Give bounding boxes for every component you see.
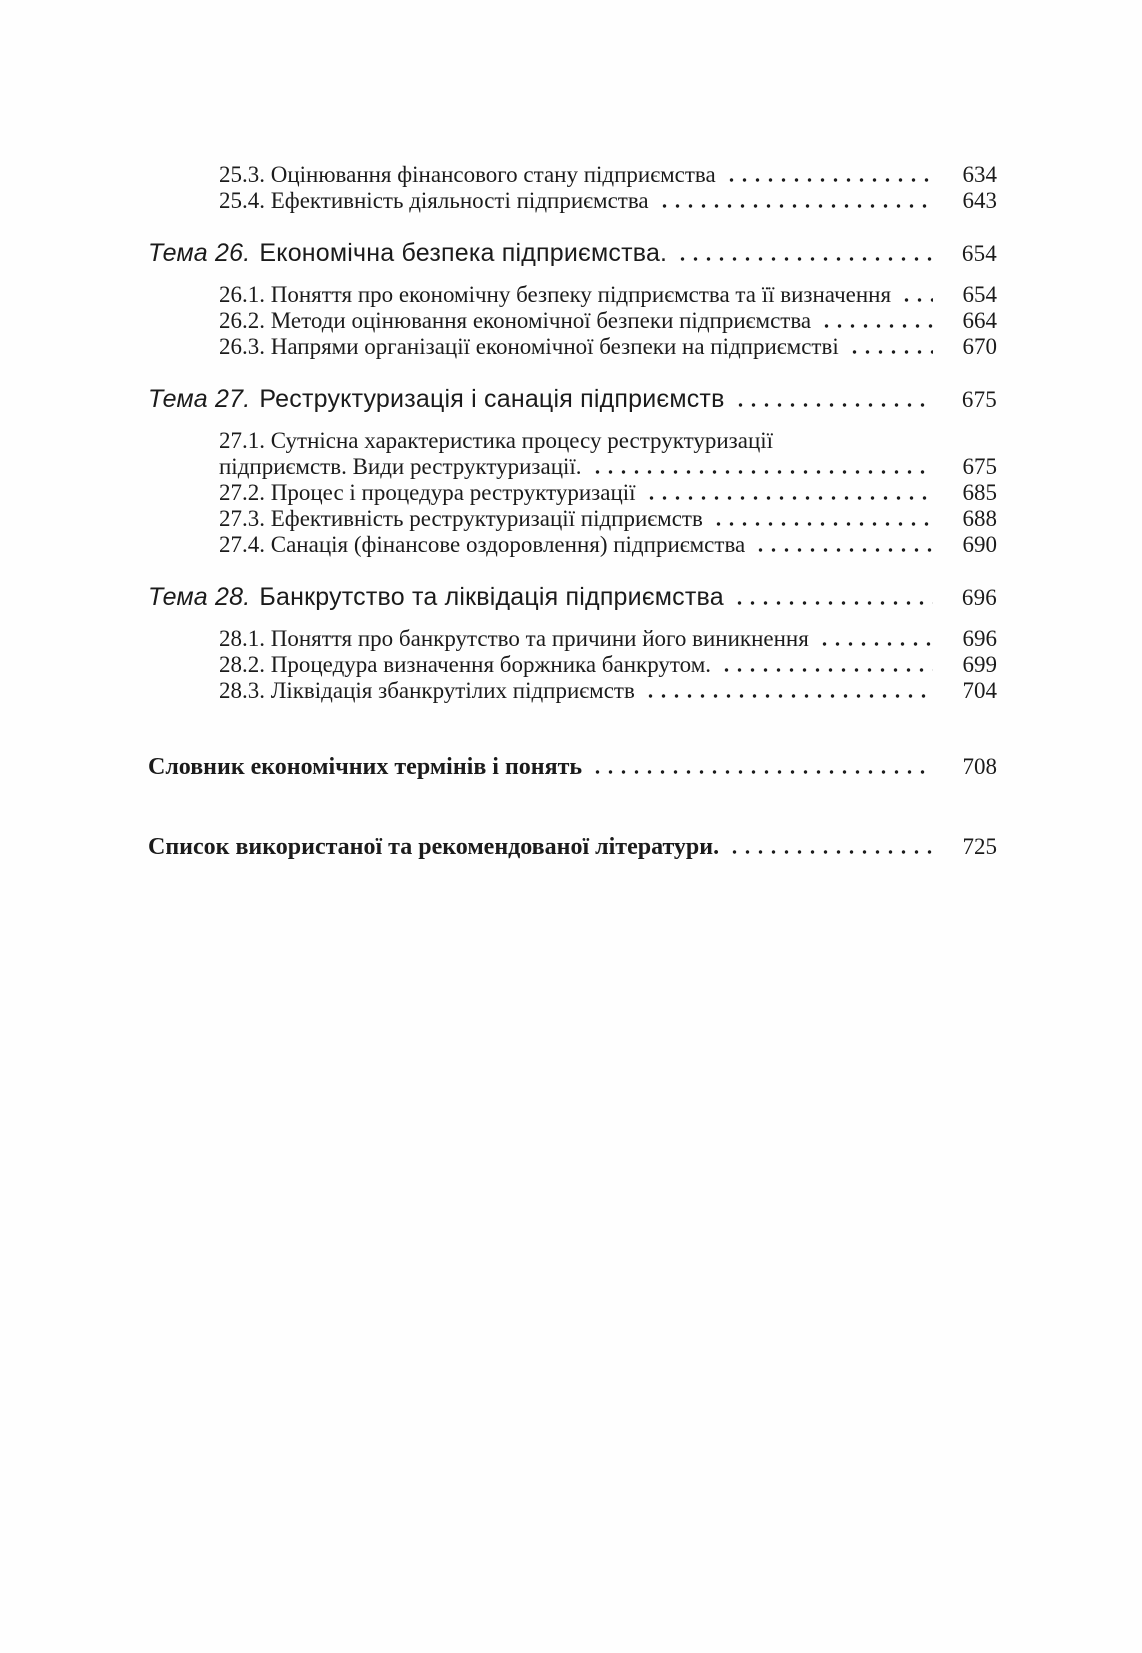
toc-entry-page: 704 bbox=[962, 678, 997, 703]
dot-leader bbox=[591, 770, 933, 774]
backmatter-page: 708 bbox=[962, 754, 997, 779]
toc-entry-label: 27.2. Процес і процедура реструктуризації bbox=[219, 480, 636, 505]
toc-entry bbox=[148, 308, 997, 334]
dot-leader bbox=[733, 601, 933, 605]
toc-entry-page: 688 bbox=[962, 506, 997, 531]
chapter-heading bbox=[148, 582, 997, 613]
toc-entry-page: 675 bbox=[962, 454, 997, 479]
dot-leader bbox=[676, 257, 933, 261]
toc-entry-label: 27.3. Ефективність реструктуризації підприємств bbox=[219, 506, 703, 531]
dot-leader bbox=[591, 470, 933, 474]
toc-entry-page: 690 bbox=[962, 532, 997, 557]
toc-entry bbox=[148, 652, 997, 678]
dot-leader bbox=[818, 642, 933, 646]
dot-leader bbox=[848, 350, 933, 354]
dot-leader bbox=[900, 298, 933, 302]
toc-entry bbox=[148, 678, 997, 704]
toc-entry-line2 bbox=[148, 454, 997, 480]
toc-entry-line1 bbox=[148, 428, 997, 454]
dot-leader bbox=[644, 694, 933, 698]
toc-entry bbox=[148, 334, 997, 360]
toc-entry-page: 696 bbox=[962, 626, 997, 651]
table-of-contents bbox=[148, 162, 997, 862]
chapter-heading bbox=[148, 384, 997, 415]
toc-entry-label: 28.2. Процедура визначення боржника банкрутом. bbox=[219, 652, 712, 677]
toc-entry-page: 643 bbox=[962, 188, 997, 213]
chapter-number: Тема 28. bbox=[148, 583, 251, 611]
toc-entry-label: 25.3. Оцінювання фінансового стану підприємства bbox=[219, 162, 716, 187]
toc-entry-label: 27.1. Сутнісна характеристика процесу реструктуризації bbox=[219, 428, 774, 453]
chapter-title: Реструктуризація і санація підприємств bbox=[259, 385, 725, 413]
toc-entry-label: 26.3. Напрями організації економічної безпеки на підприємстві bbox=[219, 334, 839, 359]
dot-leader bbox=[754, 548, 933, 552]
toc-entry bbox=[148, 480, 997, 506]
toc-entry bbox=[148, 626, 997, 652]
chapter-number: Тема 26. bbox=[148, 239, 251, 267]
dot-leader bbox=[725, 178, 933, 182]
backmatter-label: Список використаної та рекомендованої літератури. bbox=[148, 834, 720, 860]
toc-entry bbox=[148, 188, 997, 214]
dot-leader bbox=[728, 850, 933, 854]
chapter-title: Банкрутство та ліквідація підприємства bbox=[259, 583, 724, 611]
backmatter-entry-glossary bbox=[148, 752, 997, 782]
toc-entry bbox=[148, 532, 997, 558]
toc-entry-label: 28.3. Ліквідація збанкрутілих підприємств bbox=[219, 678, 635, 703]
toc-entry-label: 26.2. Методи оцінювання економічної безпеки підприємства bbox=[219, 308, 812, 333]
toc-entry-label: підприємств. Види реструктуризації. bbox=[219, 454, 582, 479]
toc-entry-page: 685 bbox=[962, 480, 997, 505]
toc-entry-label: 27.4. Санація (фінансове оздоровлення) підприємства bbox=[219, 532, 746, 557]
toc-entry bbox=[148, 506, 997, 532]
dot-leader bbox=[734, 403, 933, 407]
backmatter-label: Словник економічних термінів і понять bbox=[148, 754, 583, 780]
toc-entry bbox=[148, 162, 997, 188]
chapter-page: 696 bbox=[961, 585, 997, 610]
dot-leader bbox=[712, 522, 933, 526]
chapter-page: 654 bbox=[961, 241, 997, 266]
dot-leader bbox=[820, 324, 933, 328]
toc-entry-page: 670 bbox=[962, 334, 997, 359]
chapter-title: Економічна безпека підприємства. bbox=[259, 239, 668, 267]
dot-leader bbox=[658, 204, 933, 208]
toc-entry-page: 634 bbox=[962, 162, 997, 187]
toc-entry-label: 25.4. Ефективність діяльності підприємства bbox=[219, 188, 649, 213]
dot-leader bbox=[720, 668, 933, 672]
toc-entry-page: 664 bbox=[962, 308, 997, 333]
dot-leader bbox=[645, 496, 933, 500]
toc-entry-label: 28.1. Поняття про банкрутство та причини його виникнення bbox=[219, 626, 809, 651]
chapter-heading bbox=[148, 238, 997, 269]
backmatter-page: 725 bbox=[962, 834, 997, 859]
chapter-page: 675 bbox=[961, 387, 997, 412]
backmatter-entry-bibliography bbox=[148, 832, 997, 862]
toc-entry-page: 699 bbox=[962, 652, 997, 677]
chapter-number: Тема 27. bbox=[148, 385, 251, 413]
toc-entry-label: 26.1. Поняття про економічну безпеку підприємства та її визначення bbox=[219, 282, 892, 307]
toc-entry-page: 654 bbox=[962, 282, 997, 307]
toc-entry bbox=[148, 282, 997, 308]
